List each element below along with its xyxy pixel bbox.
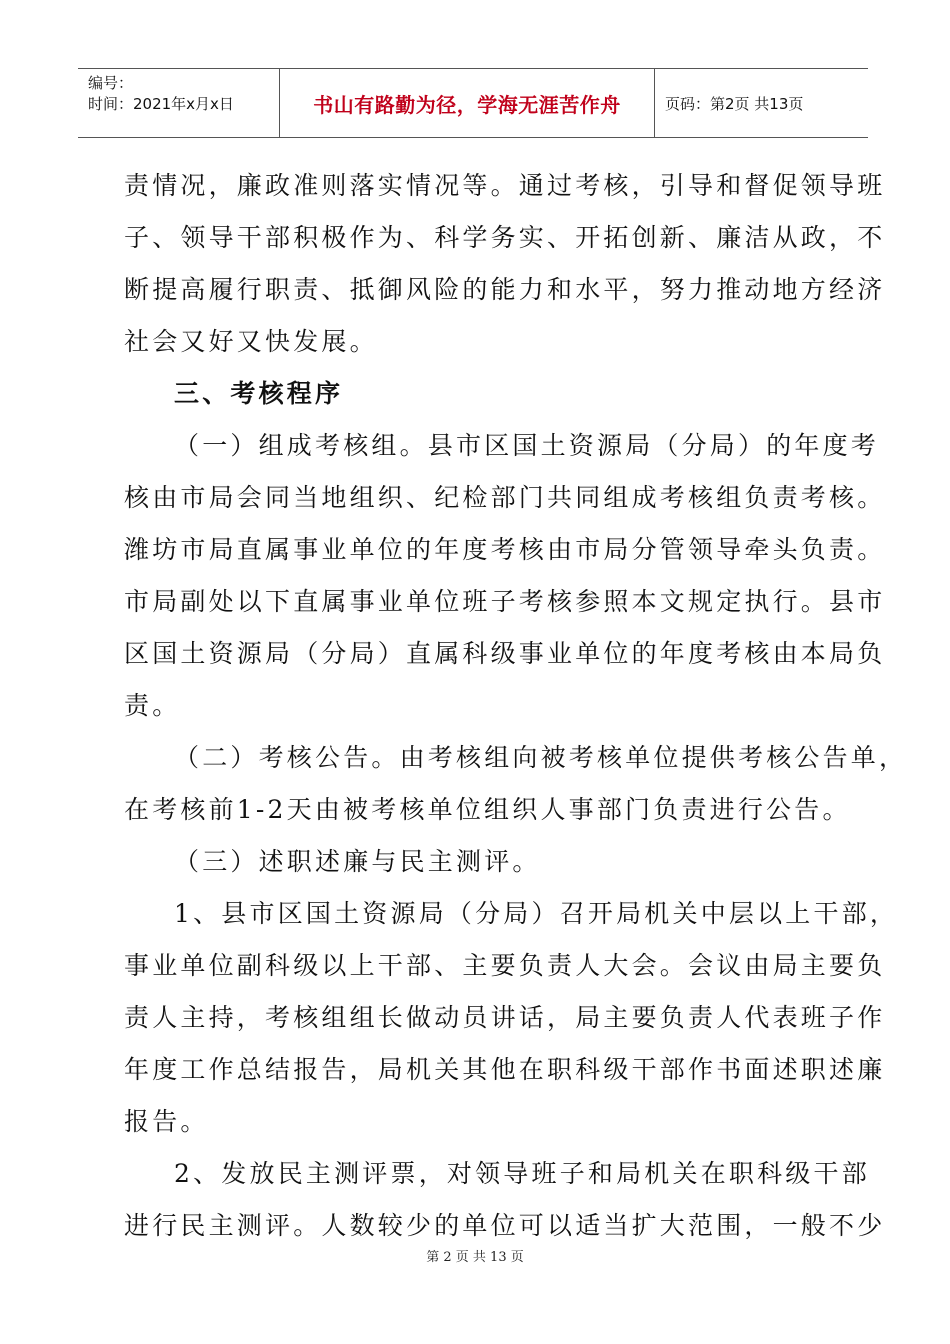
- body-line: 潍坊市局直属事业单位的年度考核由市局分管领导牵头负责。: [124, 535, 886, 564]
- body-line: 责情况，廉政准则落实情况等。通过考核，引导和督促领导班: [124, 171, 886, 200]
- header-motto: 书山有路勤为径，学海无涯苦作舟: [313, 92, 621, 117]
- body-line: （二）考核公告。由考核组向被考核单位提供考核公告单，: [174, 743, 908, 772]
- header-page-info: 页码：第2页 共13页: [665, 94, 804, 113]
- body-line: 事业单位副科级以上干部、主要负责人大会。会议由局主要负: [124, 951, 886, 980]
- header-motto-cell: [280, 69, 655, 137]
- body-line: 在考核前1-2天由被考核单位组织人事部门负责进行公告。: [124, 795, 851, 824]
- page-header: [78, 68, 868, 138]
- body-line: 断提高履行职责、抵御风险的能力和水平，努力推动地方经济: [124, 275, 886, 304]
- body-line: 核由市局会同当地组织、纪检部门共同组成考核组负责考核。: [124, 483, 886, 512]
- body-line: 1、县市区国土资源局（分局）召开局机关中层以上干部，: [174, 899, 899, 928]
- body-line: （一）组成考核组。县市区国土资源局（分局）的年度考: [174, 431, 880, 460]
- body-line: 进行民主测评。人数较少的单位可以适当扩大范围，一般不少: [124, 1211, 886, 1240]
- body-line: 报告。: [124, 1107, 209, 1136]
- body-line: 市局副处以下直属事业单位班子考核参照本文规定执行。县市: [124, 587, 886, 616]
- body-line: 责。: [124, 691, 181, 720]
- page-footer: 第 2 页 共 13 页: [426, 1250, 524, 1265]
- body-line: 年度工作总结报告，局机关其他在职科级干部作书面述职述廉: [124, 1055, 886, 1084]
- document-number-label: 编号：: [88, 74, 134, 92]
- section-heading: 三、考核程序: [174, 379, 344, 408]
- body-line: 区国土资源局（分局）直属科级事业单位的年度考核由本局负: [124, 639, 886, 668]
- document-time-label: 时间：2021年x月x日: [88, 95, 234, 113]
- body-line: 社会又好又快发展。: [124, 327, 378, 356]
- document-body: [124, 160, 908, 1252]
- body-line: （三）述职述廉与民主测评。: [174, 847, 541, 876]
- body-line: 子、领导干部积极作为、科学务实、开拓创新、廉洁从政，不: [124, 223, 886, 252]
- body-line: 2、发放民主测评票，对领导班子和局机关在职科级干部: [174, 1159, 870, 1188]
- header-meta: [78, 69, 280, 137]
- body-line: 责人主持，考核组组长做动员讲话，局主要负责人代表班子作: [124, 1003, 886, 1032]
